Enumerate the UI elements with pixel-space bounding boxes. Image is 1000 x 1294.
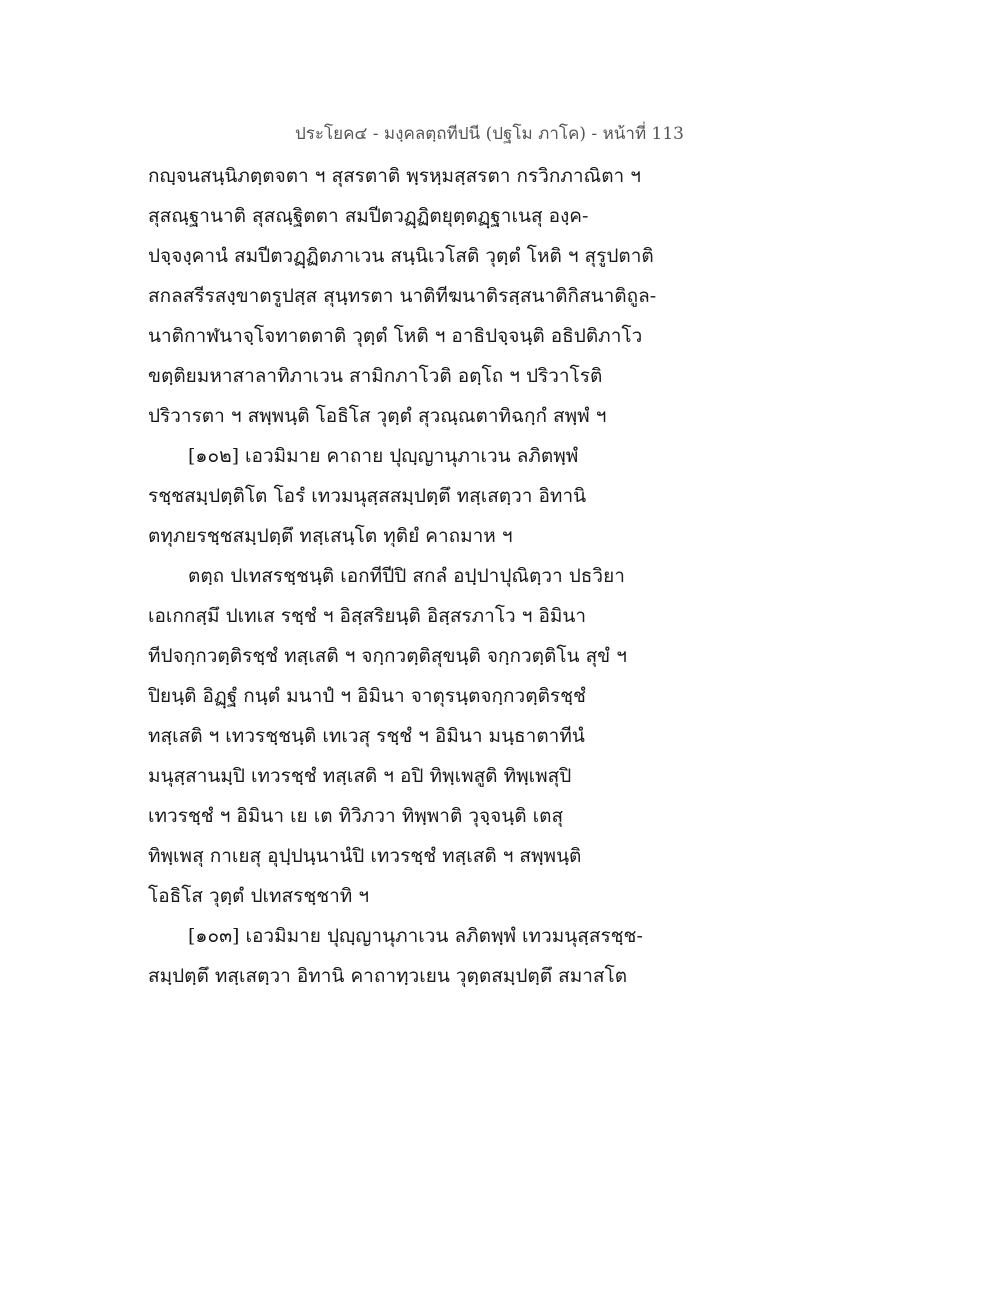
text-line: ทีปจกฺกวตฺติรชฺชํ ทสฺเสติ ฯ จกฺกวตฺติสุขนฺติ จกฺกวตฺติโน สุขํ ฯ [148, 645, 627, 667]
text-line: ทิพฺเพสุ กาเยสุ อุปฺปนฺนานํปิ เทวรชฺชํ ทสฺเสติ ฯ สพฺพนฺติ [148, 845, 582, 867]
text-line: เทวรชฺชํ ฯ อิมินา เย เต ทิวิภวา ทิพฺพาติ วุจฺจนฺติ เตสุ [148, 805, 564, 827]
text-line: โอธิโส วุตฺตํ ปเทสรชฺชาทิ ฯ [148, 885, 370, 907]
text-line: ทสฺเสติ ฯ เทวรชฺชนฺติ เทเวสุ รชฺชํ ฯ อิมินา มนฺธาตาทีนํ [148, 725, 585, 747]
text-line: เอเกกสฺมึ ปเทเส รชฺชํ ฯ อิสฺสริยนฺติ อิสฺสรภาโว ฯ อิมินา [148, 605, 587, 627]
text-line: นาติกาฬนาจฺโจทาตตาติ วุตฺตํ โหติ ฯ อาธิปจฺจนฺติ อธิปติภาโว [148, 325, 643, 347]
text-line: รชฺชสมฺปตฺติโต โอรํ เทวมนุสฺสสมฺปตฺตึ ทสฺเสตฺวา อิทานิ [148, 485, 587, 507]
text-line: ตทุภยรชฺชสมฺปตฺตึ ทสฺเสนฺโต ทุติยํ คาถมาห ฯ [148, 525, 513, 547]
text-line: สมฺปตฺตึ ทสฺเสตฺวา อิทานิ คาถาทฺวเยน วุตฺตสมฺปตฺตึ สมาสโต [148, 965, 628, 987]
text-line: ปจฺจงฺคานํ สมปีตวฏฺฏิตภาเวน สนฺนิเวโสติ วุตฺตํ โหติ ฯ สุรูปตาติ [148, 245, 654, 267]
text-line: สกลสรีรสงฺขาตรูปสฺส สุนฺทรตา นาติทีฆนาติรสฺสนาติกิสนาติถูล- [148, 285, 657, 307]
paragraph-start: ตตฺถ ปเทสรชฺชนฺติ เอกทีปีปิ สกลํ อปฺปาปุณิตฺวา ปธวิยา [188, 565, 625, 587]
text-line: ปิยนฺติ อิฏฺฐํ กนฺตํ มนาปํ ฯ อิมินา จาตุรนฺตจกฺกวตฺติรชฺชํ [148, 685, 586, 707]
paragraph-102-start: [๑๐๒] เอวมิมาย คาถาย ปุญฺญานุภาเวน ลภิตพฺพํ [188, 445, 579, 467]
text-line: ขตฺติยมหาสาลาทิภาเวน สามิกภาโวติ อตฺโถ ฯ ปริวาโรติ [148, 365, 603, 387]
paragraph-103-start: [๑๐๓] เอวมิมาย ปุญฺญานุภาเวน ลภิตพฺพํ เทวมนุสฺสรชฺช- [188, 925, 643, 947]
text-line: สุสณฺฐานาติ สุสณฺฐิตตา สมปีตวฏฺฏิตยุตฺตฏฺฐาเนสุ องฺค- [148, 205, 589, 227]
text-line: มนุสฺสานมฺปิ เทวรชฺชํ ทสฺเสติ ฯ อปิ ทิพฺเพสูติ ทิพฺเพสุปิ [148, 765, 572, 787]
running-header: ประโยค๔ - มงฺคลตฺถทีปนี (ปฐโม ภาโค) - หน้าที่ 113 [295, 124, 684, 144]
text-line: ปริวารตา ฯ สพฺพนฺติ โอธิโส วุตฺตํ สุวณฺณตาทิฉกฺกํ สพฺพํ ฯ [148, 405, 607, 427]
text-line: กญฺจนสนฺนิภตฺตจตา ฯ สุสรตาติ พฺรหฺมสฺสรตา กรวิกภาณิตา ฯ [148, 165, 641, 187]
body-text [148, 156, 708, 996]
